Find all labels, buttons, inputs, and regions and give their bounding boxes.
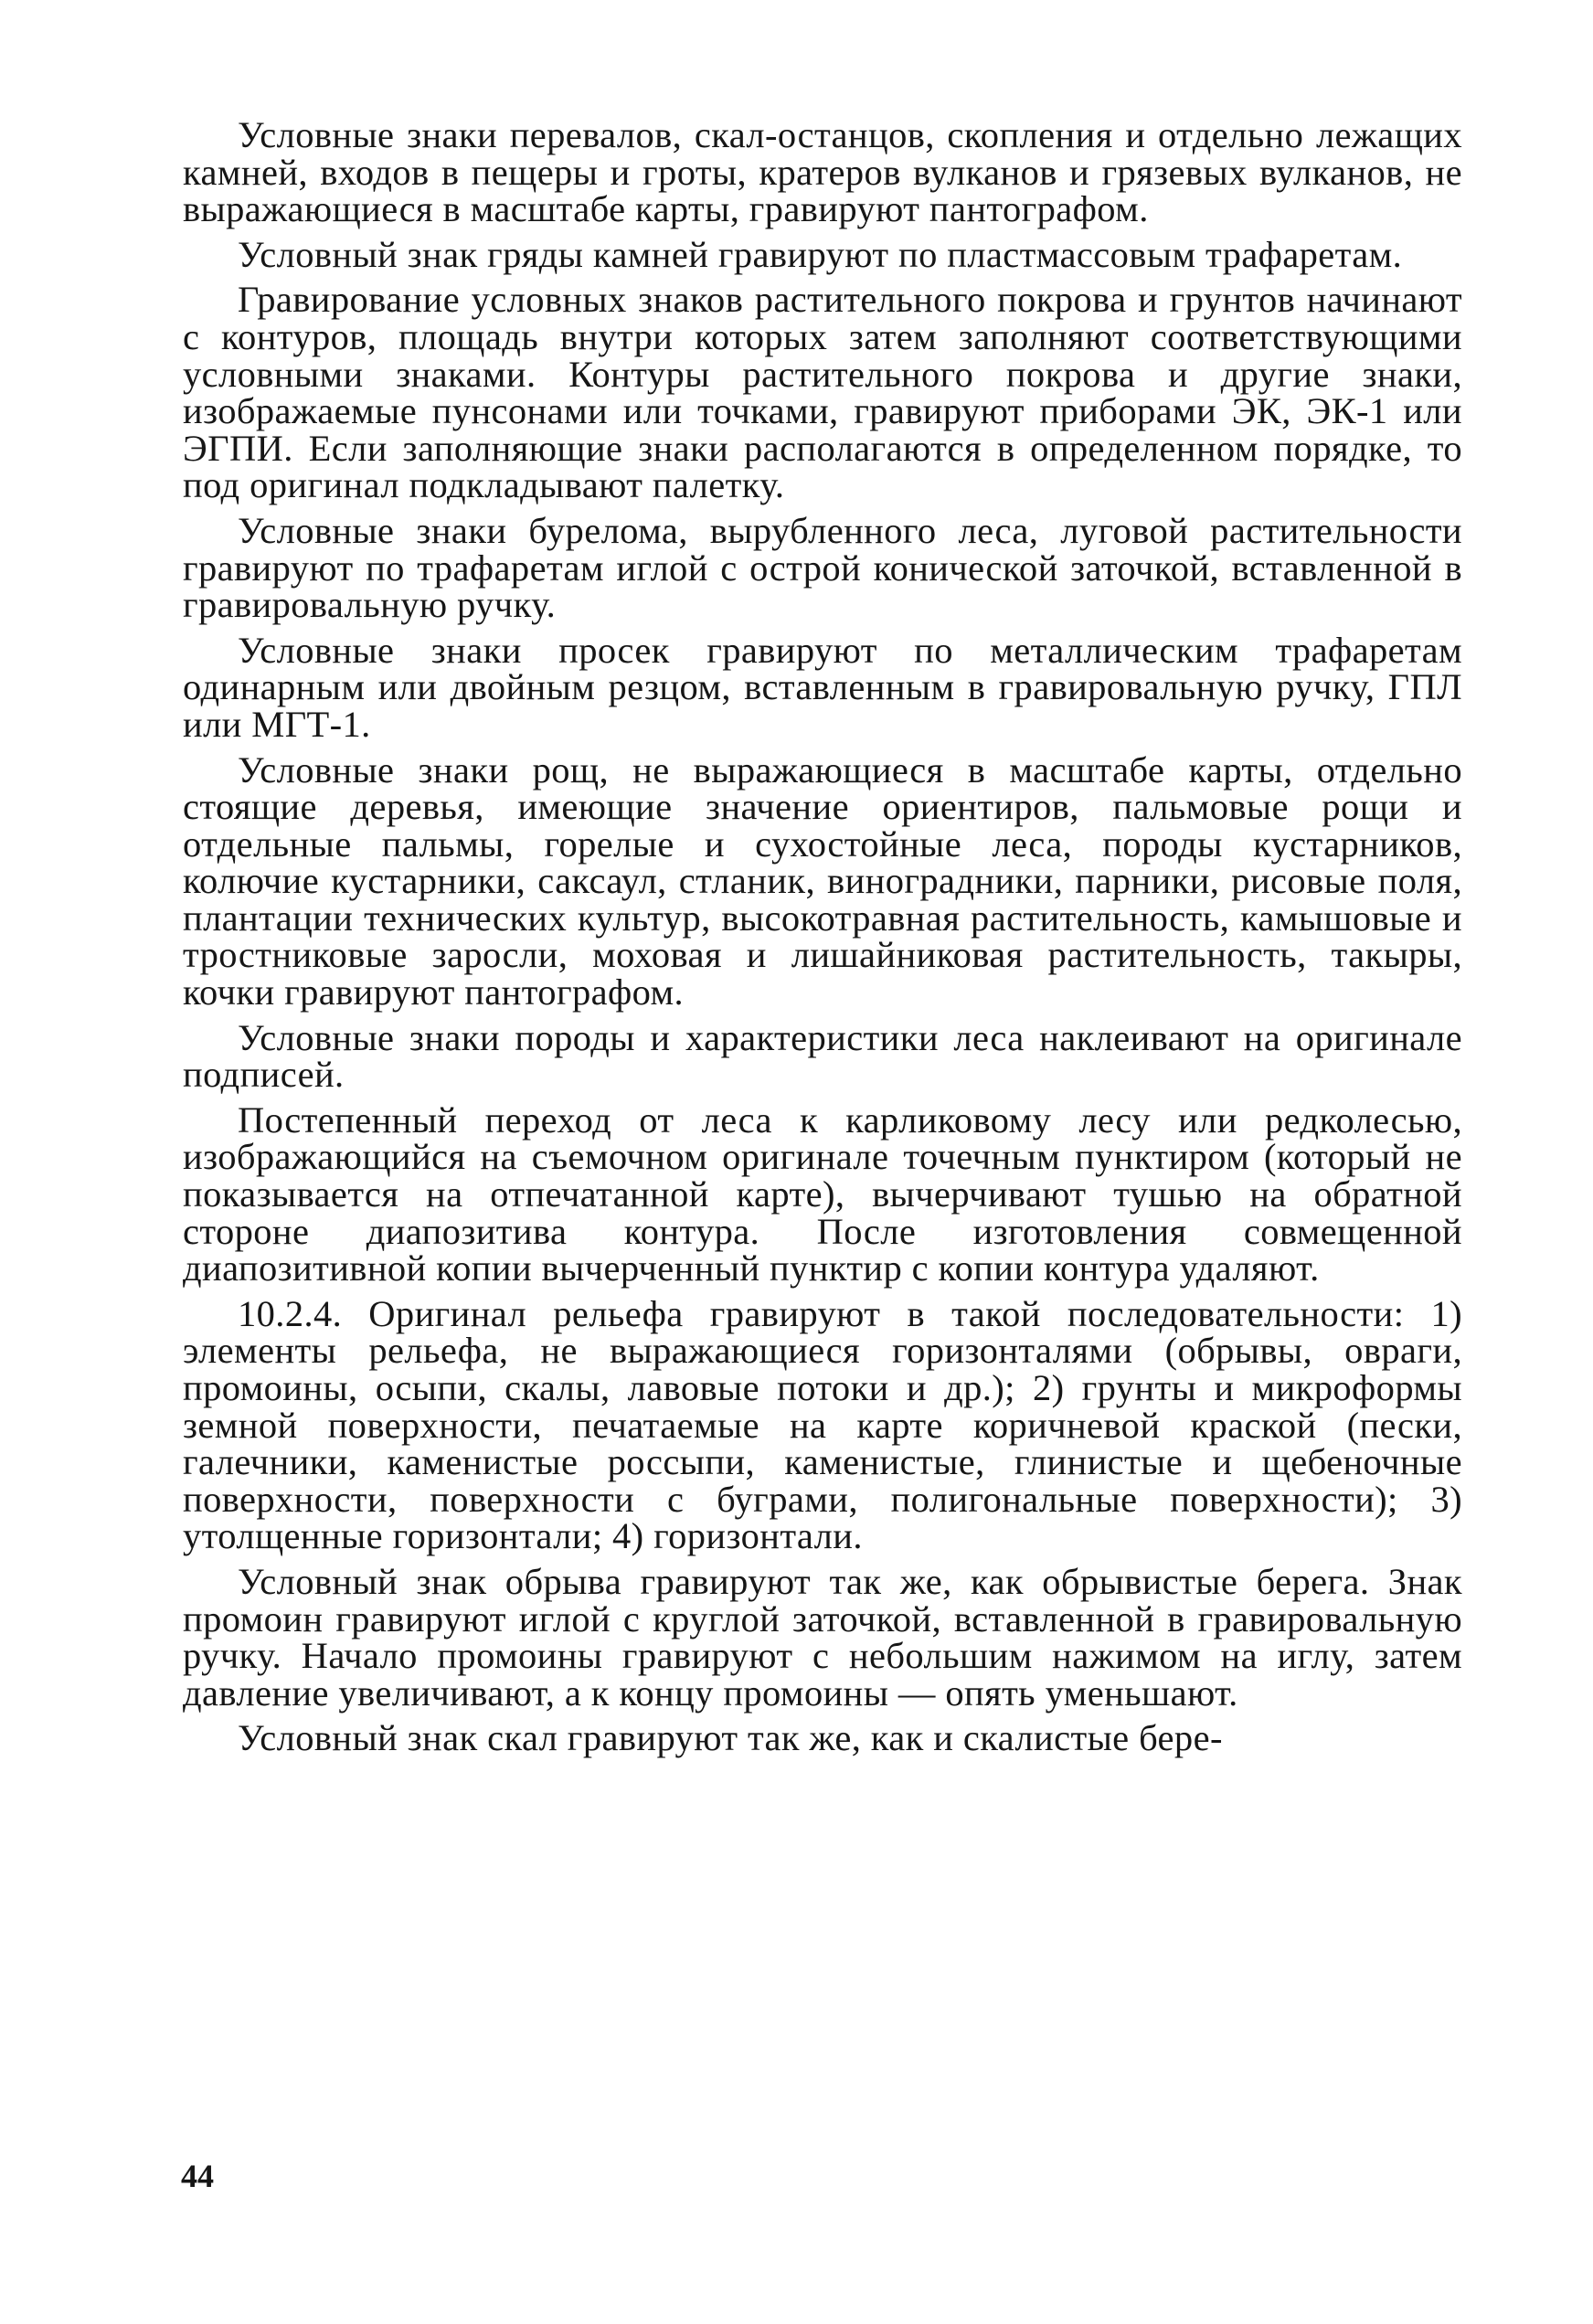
paragraph-4: Условные знаки бурелома, вырубленного леса, луговой растительности гравируют по трафаретам иглой с острой конической заточкой, вставленной в гравировальную ручку. [183,509,1462,626]
paragraph-10: Условный знак обрыва гравируют так же, как обрывистые берега. Знак промоин гравируют иглой с круглой заточкой, вставленной в гравировальную ручку. Начало промоины гравируют с небольшим нажимом на иглу, затем давление увеличивают, а к концу промоины — опять уменьшают. [183,1560,1462,1714]
paragraph-1: Условные знаки перевалов, скал-останцов, скопления и отдельно лежащих камней, входов в пещеры и гроты, кратеров вулканов и грязевых вулканов, не выражающиеся в масштабе карты, гравируют пантографом. [183,114,1462,230]
paragraph-3: Гравирование условных знаков растительного покрова и грунтов начинают с контуров, площадь внутри которых затем заполняют соответствующими условными знаками. Контуры растительного покрова и другие знаки, изображаемые пунсонами или точками, гравируют приборами ЭК, ЭК-1 или ЭГПИ. Если заполняющие знаки располагаются в определенном порядке, то под оригинал подкладывают палетку. [183,279,1462,506]
paragraph-5: Условные знаки просек гравируют по металлическим трафаретам одинарным или двойным резцом, вставленным в гравировальную ручку, ГПЛ или МГТ-1. [183,629,1462,745]
page-number: 44 [181,2158,214,2194]
body-text [183,114,1462,1766]
paragraph-11: Условный знак скал гравируют так же, как и скалистые бере- [238,1717,1223,1759]
paragraph-9: 10.2.4. Оригинал рельефа гравируют в такой последовательности: 1) элементы рельефа, не выражающиеся горизонталями (обрывы, овраги, промоины, осыпи, скалы, лавовые потоки и др.); 2) грунты и микроформы земной поверхности, печатаемые на карте коричневой краской (пески, галечники, каменистые россыпи, каменистые, глинистые и щебеночные поверхности, поверхности с буграми, полигональные поверхности); 3) утолщенные горизонтали; 4) горизонтали. [183,1292,1462,1557]
paragraph-8: Постепенный переход от леса к карликовому лесу или редколесью, изображающийся на съемочном оригинале точечным пунктиром (который не показывается на отпечатанной карте), вычерчивают тушью на обратной стороне диапозитива контура. После изготовления совмещенной диапозитивной копии вычерченный пунктир с копии контура удаляют. [183,1098,1462,1289]
paragraph-6: Условные знаки рощ, не выражающиеся в масштабе карты, отдельно стоящие деревья, имеющие значение ориентиров, пальмовые рощи и отдельные пальмы, горелые и сухостойные леса, породы кустарников, колючие кустарники, саксаул, стланик, виноградники, парники, рисовые поля, плантации технических культур, высокотравная растительность, камышовые и тростниковые заросли, моховая и лишайниковая растительность, такыры, кочки гравируют пантографом. [183,748,1462,1013]
paragraph-2: Условный знак гряды камней гравируют по пластмассовым трафаретам. [238,233,1403,275]
paragraph-7: Условные знаки породы и характеристики леса наклеивают на оригинале подписей. [183,1016,1462,1096]
